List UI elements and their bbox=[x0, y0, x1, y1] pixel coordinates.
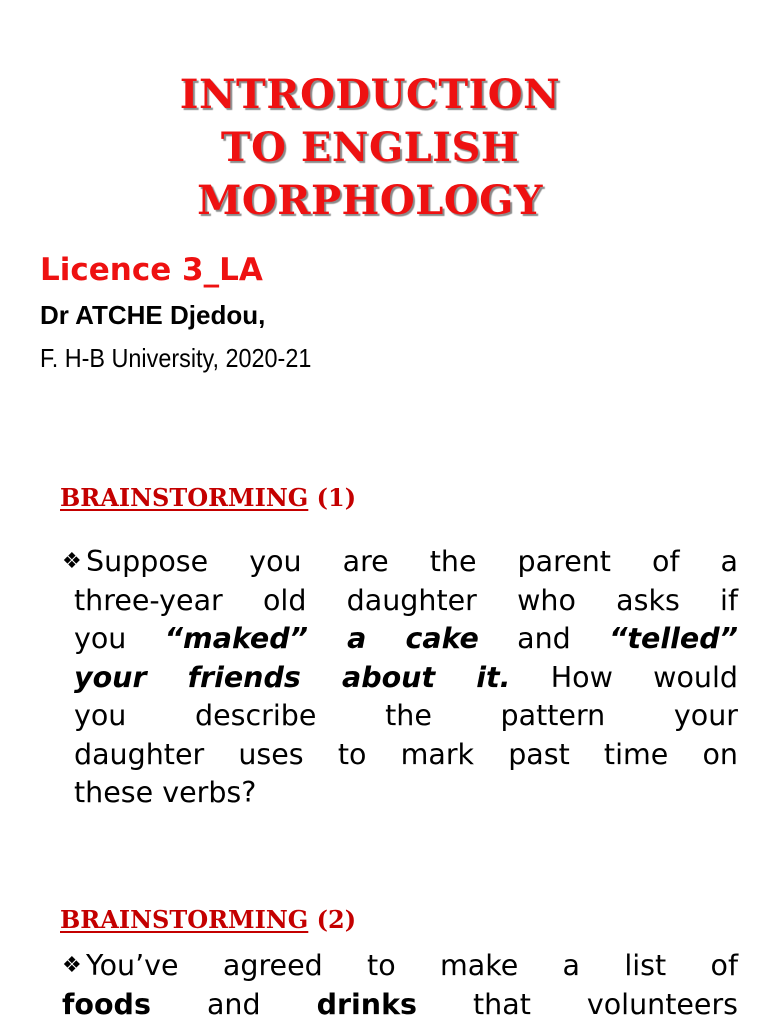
emphasis-telled: “telled” bbox=[609, 622, 738, 655]
author-name: Dr ATCHE Djedou, bbox=[40, 300, 266, 330]
section-1-number: (1) bbox=[316, 483, 357, 512]
emphasis-maked-cake: “maked” a cake bbox=[164, 622, 479, 655]
paragraph-line: daughter uses to mark past time on bbox=[74, 737, 738, 771]
paragraph-line: ❖ You’ve agreed to make a list of bbox=[62, 947, 738, 986]
paragraph-line: ❖ Suppose you are the parent of a bbox=[62, 543, 738, 582]
emphasis-friends: your friends about it. bbox=[74, 660, 511, 694]
section-1-paragraph bbox=[62, 543, 738, 813]
title-line-2: TO ENGLISH bbox=[220, 124, 520, 171]
section-1-heading-text: BRAINSTORMING bbox=[60, 483, 309, 512]
slide-title bbox=[0, 68, 740, 227]
four-diamond-bullet-icon: ❖ bbox=[62, 953, 82, 978]
paragraph-line: you describe the pattern your bbox=[74, 699, 738, 732]
paragraph-line: you “maked” a cake and “telled” bbox=[74, 622, 738, 655]
course-level: Licence 3_LA bbox=[40, 252, 263, 288]
emphasis-drinks: drinks bbox=[316, 987, 417, 1021]
title-line-3: MORPHOLOGY bbox=[197, 177, 543, 224]
section-2-heading-text: BRAINSTORMING bbox=[60, 905, 309, 934]
emphasis-foods: foods bbox=[62, 987, 151, 1021]
author-affiliation: F. H-B University, 2020-21 bbox=[40, 343, 312, 373]
title-line-1: INTRODUCTION bbox=[179, 71, 561, 118]
section-1-heading bbox=[60, 482, 356, 514]
paragraph-line: foods and drinks that volunteers bbox=[62, 987, 739, 1021]
section-2-heading bbox=[60, 904, 356, 936]
section-2-paragraph bbox=[62, 947, 738, 1024]
four-diamond-bullet-icon: ❖ bbox=[62, 549, 82, 574]
section-2-number: (2) bbox=[316, 905, 357, 934]
paragraph-line: three-year old daughter who asks if bbox=[74, 583, 738, 617]
paragraph-line: these verbs? bbox=[74, 776, 257, 809]
paragraph-line: your friends about it. How would bbox=[74, 660, 738, 694]
